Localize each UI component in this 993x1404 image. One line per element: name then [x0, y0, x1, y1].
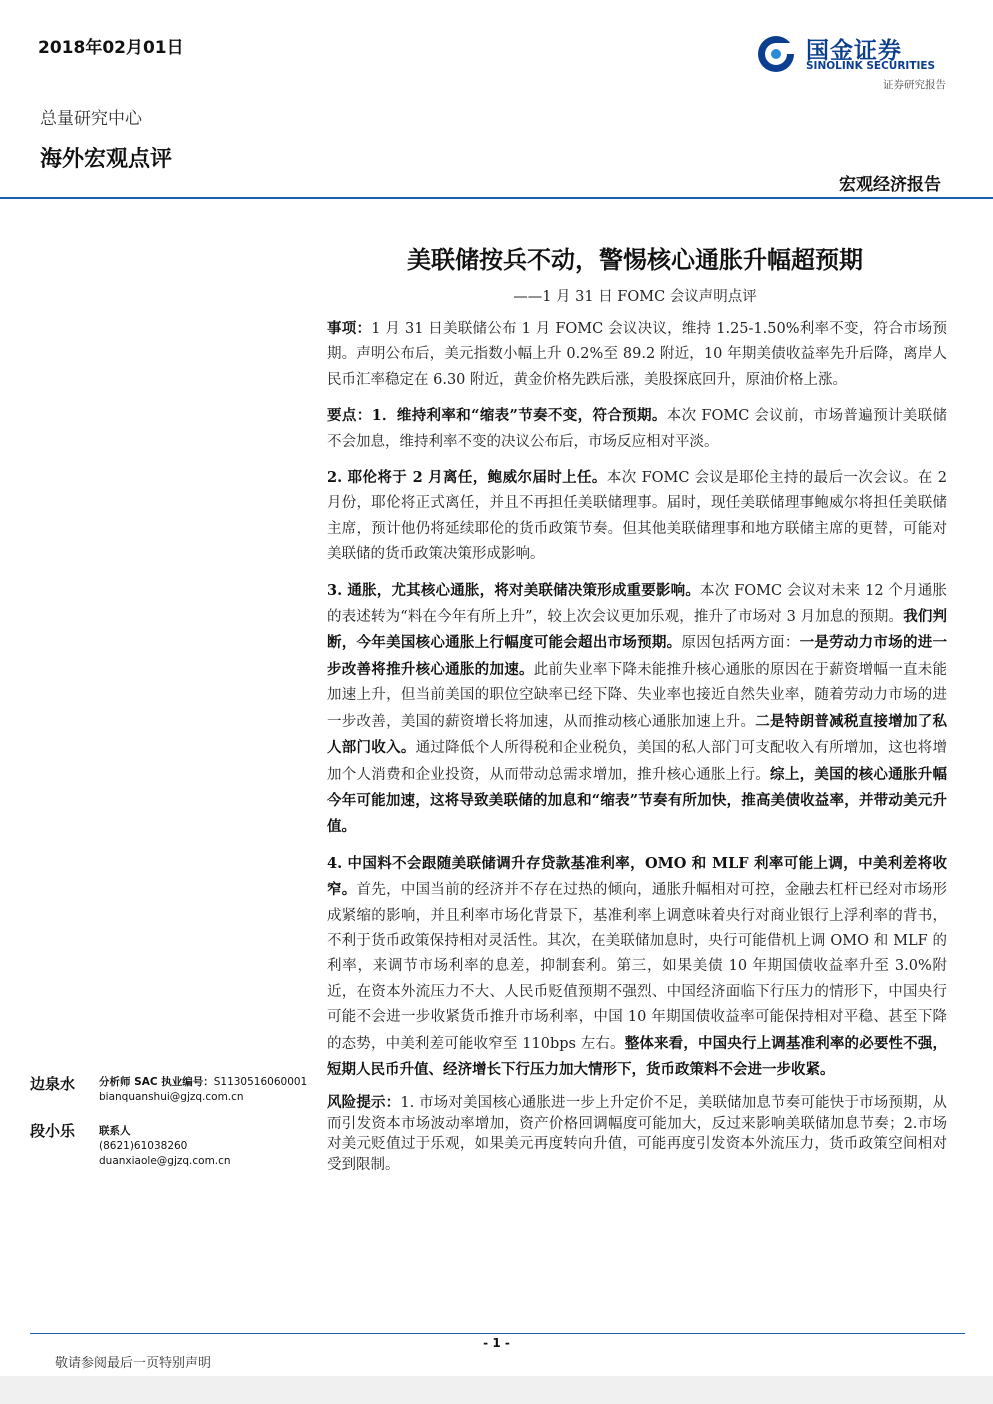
- point-3-paragraph: [327, 578, 947, 841]
- points-label: 要点：: [327, 407, 372, 425]
- event-text: 1 月 31 日美联储公布 1 月 FOMC 会议决议，维持 1.25-1.50%利率不变，符合市场预期。声明公布后，美元指数小幅上升 0.2%至 89.2 附近，10 年期美债收益率先升后降，离岸人民币汇率稳定在 6.30 附近，黄金价格先跌后涨，美股探底回升，原油价格上涨。: [327, 321, 947, 388]
- point-4-paragraph: [327, 851, 947, 1084]
- event-paragraph: [327, 316, 947, 393]
- report-date: 2018年02月01日: [38, 38, 184, 58]
- point-3-lead: 3. 通胀，尤其核心通胀，将对美联储决策形成重要影响。: [327, 581, 701, 599]
- risk-paragraph: [327, 1093, 947, 1175]
- analyst-email: bianquanshui@gjzq.com.cn: [99, 1091, 244, 1103]
- event-label: 事项：: [327, 320, 372, 337]
- point-3-bold-3: 二是特朗普减税直接增加了私人部门收入。: [327, 712, 947, 757]
- point-3-bold-2: 一是劳动力市场的进一步改善将推升核心通胀的加速。: [327, 634, 948, 678]
- contact-info: [99, 1124, 231, 1169]
- contact-name: 段小乐: [30, 1122, 76, 1140]
- report-title: 美联储按兵不动，警惕核心通胀升幅超预期: [407, 245, 863, 274]
- column-title: 海外宏观点评: [40, 146, 173, 172]
- analyst-sac-code: S1130516060001: [213, 1076, 308, 1088]
- contact-phone: (8621)61038260: [99, 1140, 188, 1152]
- point-2-lead: 2. 耶伦将于 2 月离任，鲍威尔届时上任。: [327, 469, 607, 487]
- contact-role: 联系人: [99, 1125, 131, 1137]
- footer-divider: [30, 1333, 965, 1334]
- analyst-info: [99, 1075, 307, 1105]
- point-1-paragraph: [327, 403, 947, 455]
- risk-label: 风险提示：: [327, 1094, 401, 1112]
- report-body: [327, 316, 947, 1185]
- page-number: - 1 -: [483, 1336, 510, 1350]
- bottom-band: [0, 1376, 993, 1404]
- point-3-bold-1: 我们判断，今年美国核心通胀上行幅度可能会超出市场预期。: [327, 608, 947, 652]
- risk-text: 1. 市场对美国核心通胀进一步上升定价不足，美联储加息节奏可能快于市场预期，从而引发资本市场波动率增加，资产价格回调幅度可能加大，反过来影响美联储加息节奏；2.市场对美元贬值过于乐观，如果美元再度转向升值，可能再度引发资本外流压力，货币政策空间相对受到限制。: [327, 1095, 947, 1173]
- sinolink-logo: [756, 30, 946, 92]
- report-type: 宏观经济报告: [839, 175, 941, 195]
- point-3-text-1: 本次 FOMC 会议对未来 12 个月通胀的表述转为“料在今年有所上升”，较上次会议更加乐观，推升了市场对 3 月加息的预期。: [327, 582, 947, 626]
- point-3-text-2: 原因包括两方面：: [681, 635, 800, 652]
- point-3-text-4: 通过降低个人所得税和企业税负，美国的私人部门可支配收入有所增加，这也将增加个人消费和企业投资，从而带动总需求增加，推升核心通胀上行。: [327, 740, 947, 783]
- point-1-lead: 1．维持利率和“缩表”节奏不变，符合预期。: [371, 407, 667, 425]
- footer-disclaimer: 敬请参阅最后一页特别声明: [55, 1356, 212, 1371]
- point-1-text: 本次 FOMC 会议前，市场普遍预计美联储不会加息，维持利率不变的决议公布后，市场反应相对平淡。: [327, 408, 948, 450]
- point-2-text: 本次 FOMC 会议是耶伦主持的最后一次会议。在 2 月份，耶伦将正式离任，并且不再担任美联储理事。届时，现任美联储理事鲍威尔将担任美联储主席，预计他仍将延续耶伦的货币政策节奏。但其他美联储理事和地方联储主席的更替，可能对美联储的货币政策决策形成影响。: [327, 470, 947, 563]
- point-4-lead: 4. 中国料不会跟随美联储调升存贷款基准利率，OMO 和 MLF 利率可能上调，中美利差将收窄。: [327, 854, 947, 899]
- contact-email: duanxiaole@gjzq.com.cn: [99, 1155, 231, 1167]
- logo-subtitle: 证券研究报告: [883, 79, 946, 91]
- research-center: 总量研究中心: [40, 109, 142, 129]
- logo-name-cn: 国金证券: [806, 38, 902, 64]
- analyst-role: 分析师 SAC 执业编号：: [99, 1076, 214, 1088]
- logo-name-en: SINOLINK SECURITIES: [806, 60, 936, 72]
- header-divider: [0, 197, 993, 199]
- analyst-name: 边泉水: [30, 1075, 76, 1093]
- point-3-bold-4: 综上，美国的核心通胀升幅今年可能加速，这将导致美联储的加息和“缩表”节奏有所加快，推高美债收益率，并带动美元升值。: [327, 765, 947, 836]
- point-3-text-3: 此前失业率下降未能推升核心通胀的原因在于薪资增幅一直未能加速上升，但当前美国的职位空缺率已经下降、失业率也接近自然失业率，随着劳动力市场的进一步改善，美国的薪资增长将加速，从而推动核心通胀加速上升。: [327, 661, 948, 730]
- report-subtitle: ——1 月 31 日 FOMC 会议声明点评: [513, 289, 757, 305]
- point-4-text-1: 首先，中国当前的经济并不存在过热的倾向，通胀升幅相对可控，金融去杠杆已经对市场形成紧缩的影响，并且利率市场化背景下，基准利率上调意味着央行对商业银行上浮利率的背书，不利于货币政策保持相对灵活性。其次，在美联储加息时，央行可能借机上调 OMO 和 MLF 的利率，来调节市场利率的息差，抑制套利。第三，如果美债 10 年期国债收益率升至 3.0%附近，在资本外流压力不大、人民币贬值预期不强烈、中国经济面临下行压力的情形下，中国央行可能不会进一步收紧货币推升市场利率，中国 10 年期国债收益率可能保持相对平稳、甚至下降的态势，中美利差可能收窄至 110bps 左右。: [327, 882, 948, 1052]
- point-2-paragraph: [327, 465, 947, 568]
- point-4-bold-1: 整体来看，中国央行上调基准利率的必要性不强，短期人民币升值、经济增长下行压力加大情形下，货币政策料不会进一步收紧。: [327, 1034, 947, 1078]
- sinolink-logo-icon: [756, 34, 796, 74]
